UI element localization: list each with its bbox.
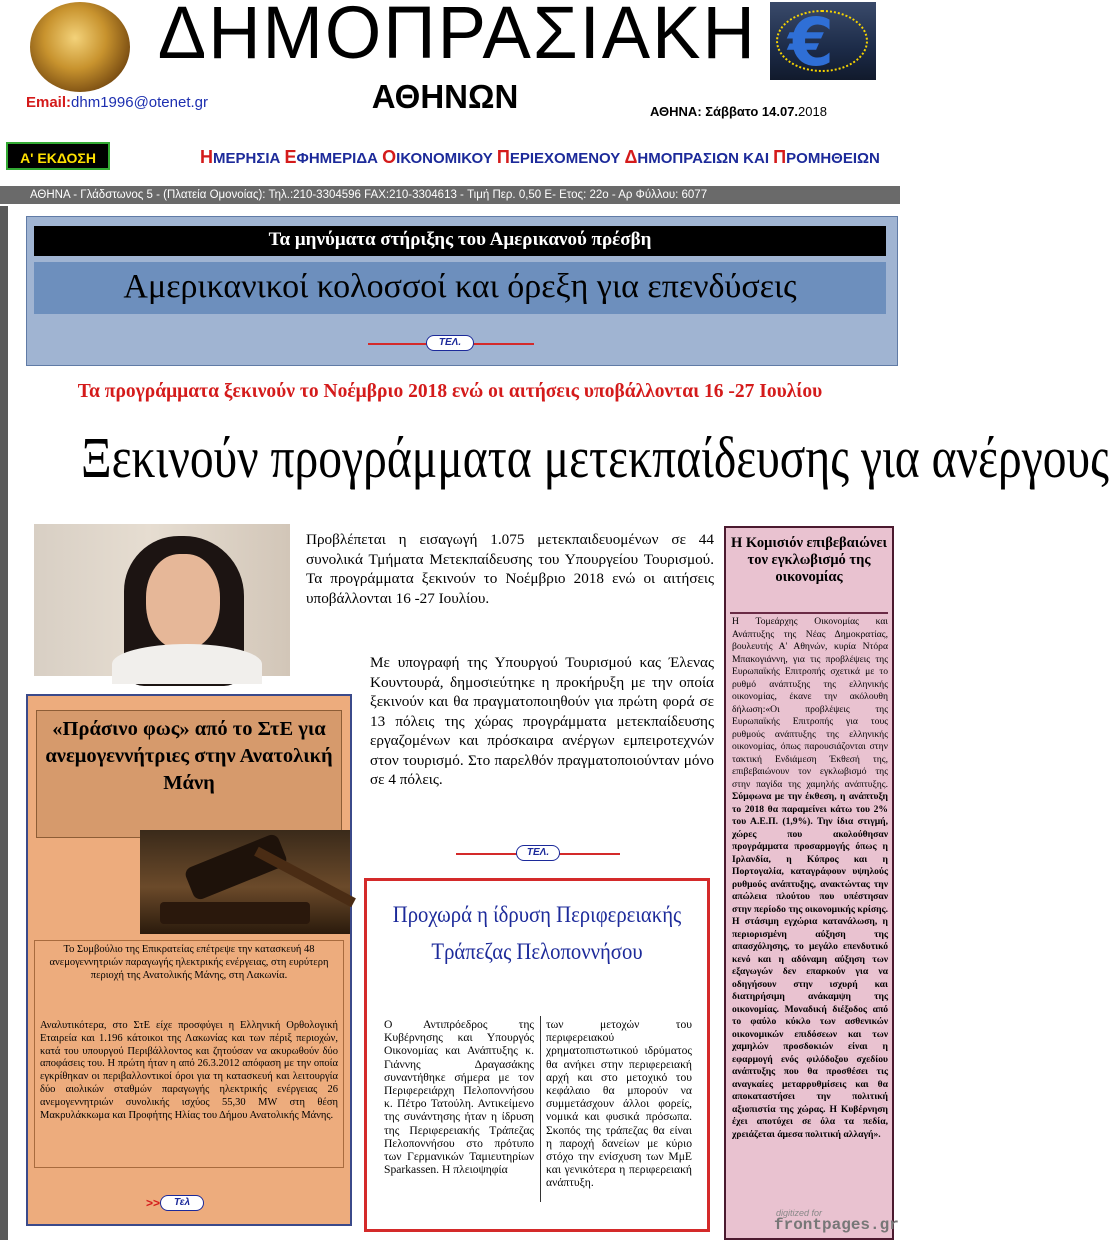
digitized-label: digitized for (776, 1208, 823, 1218)
gavel-block (160, 902, 310, 924)
slogan-word: ΙΚΟΝΟΜΙΚΟΥ (396, 150, 497, 167)
slogan-cap: Π (496, 147, 510, 167)
euro-icon: € (788, 4, 834, 81)
main-end-tag[interactable]: ΤΕΛ. (516, 845, 560, 861)
column-divider (540, 1016, 541, 1202)
slogan (200, 147, 880, 168)
photo-face (146, 554, 220, 650)
main-body: Με υπογραφή της Υπουργού Τουρισμού κας Έλενας Κουντουρά, δημοσιεύτηκε η προκήρυξη με την οποία ξεκινούν και θα πραγματοποιηθούν για πρώτη φορά σε 13 πόλεις της χώρας προγράμματα μετεκπαίδευσης εργαζομένων και πρόσκαιρα ανέργων εμπειροτεχνών στον τουρισμό. Στο παρελθόν πραγματοποιούνταν μόνο σε 4 πόλεις. (370, 654, 714, 788)
slogan-word: ΜΕΡΗΣΙΑ (213, 150, 285, 167)
wind-paragraph-1: Το Συμβούλιο της Επικρατείας επέτρεψε την κατασκευή 48 ανεμογεννητριών παραγωγής ηλεκτρικής ενέργειας, στη ευρύτερη περιοχή της Ανατολικής Μάνης, στη Λακωνία. (49, 944, 329, 981)
commission-paragraph-3: Μοναδική διέξοδος από το φαύλο κύκλο των ασθενικών οικονομικών επιδόσεων και των χαμηλών προσδοκιών είναι η εφαρμογή ενός φιλόδοξου σχεδίου ανάπτυξης που θα προσθέσει τις αναγκαίες μεταρρυθμίσεις και θα αποκαταστήσει την πολιτική αξιοπιστία της χώρας. Η Κυβέρνηση έχει αποτύχει σε όλα τα πεδία, χρειάζεται άμεσα πολιτική αλλαγή». (732, 1003, 888, 1140)
slogan-word: ΕΡΙΕΧΟΜΕΝΟΥ (509, 150, 625, 167)
slogan-word: ΡΟΜΗΘΕΙΩΝ (786, 150, 880, 167)
arrow-icon: >> (146, 1196, 161, 1210)
wind-title[interactable]: «Πράσινο φως» από το ΣτΕ για ανεμογεννήτριες στην Ανατολική Μάνη (45, 718, 333, 794)
commission-title[interactable]: Η Κομισιόν επιβεβαιώνει τον εγκλωβισμό της οικονομίας (730, 535, 888, 585)
minister-photo (34, 524, 290, 676)
photo-shoulders (112, 644, 262, 684)
dateline (650, 104, 827, 119)
date-text: ΑΘΗΝΑ: Σάββατο 14.07. (650, 104, 799, 119)
slogan-cap: Η (200, 147, 213, 167)
slogan-cap: Π (773, 147, 787, 167)
commission-text (732, 616, 888, 1141)
gavel-handle (254, 847, 356, 907)
source-watermark: frontpages.gr (774, 1216, 899, 1234)
masthead-subtitle: ΑΘΗΝΩΝ (371, 78, 519, 115)
bank-column-2: των μετοχών του περιφερειακού χρηματοπιστωτικού ιδρύματος θα ανήκει στην περιφερειακή αρχή και στο μετοχικό του κεφάλαιο θα μπορούν να συμμετάσχουν άλλοι φορείς, νομικά και φυσικά πρόσωπα. Σκοπός της τράπεζας θα είναι η παροχή δανείων με κύριο στόχο την ενίσχυση των ΜμΕ και γενικότερα η περιφερειακή ανάπτυξη. (546, 1018, 692, 1190)
lead-end-tag[interactable]: ΤΕΛ. (426, 335, 474, 351)
date-year: 2018 (798, 104, 827, 119)
gavel-head (183, 833, 288, 902)
coins-logo (30, 2, 130, 92)
lead-kicker: Τα μηνύματα στήριξης του Αμερικανού πρέσβη (34, 226, 886, 256)
slogan-word: ΦΗΜΕΡΙΔΑ (296, 150, 383, 167)
slogan-cap: Ο (382, 147, 397, 167)
masthead-title: ΔΗΜΟΠΡΑΣΙΑΚΗ (157, 0, 757, 74)
gavel-image (140, 830, 350, 934)
slogan-cap: Ε (284, 147, 297, 167)
left-border-rule (0, 206, 8, 1240)
commission-paragraph-2: Σύμφωνα με την έκθεση, η ανάπτυξη το 2018 θα παραμείνει κάτω του 2% του Α.Ε.Π. (1,9%). Την ίδια στιγμή, χώρες που ακολούθησαν προγράμματα προσαρμογής όπως η Ιρλανδία, η Κύπρος και η Πορτογαλία, καταγράφουν υψηλούς ρυθμούς ανάπτυξης, ανακτώντας την απώλεια πλούτου που υπέστησαν στην περίοδο της οικονομικής κρίσης. Η στάσιμη εγχώρια κατανάλωση, η περιορισμένη αύξηση της απασχόλησης, το μεγάλο επενδυτικό κενό και η αδύναμη αύξηση των εξαγωγών δεν επαρκούν για να οδηγήσουν στην ισχυρή και διατηρήσιμη ανάκαμψη της οικονομίας. (732, 791, 888, 1015)
email-label: Email: (26, 94, 72, 111)
euro-sign-image (770, 2, 876, 80)
main-headline[interactable]: Ξεκινούν προγράμματα μετεκπαίδευσης για ανέργους (81, 425, 1109, 490)
commission-title-rule (730, 612, 888, 614)
lead-title[interactable]: Αμερικανικοί κολοσσοί και όρεξη για επενδύσεις (123, 268, 797, 305)
bank-title[interactable]: Προχωρά η ίδρυση Περιφερειακής Τράπεζας Πελοποννήσου (392, 902, 682, 964)
slogan-cap: Δ (624, 147, 638, 167)
info-bar: ΑΘΗΝΑ - Γλάδστωνος 5 - (Πλατεία Ομονοίας): Τηλ.:210-3304596 FAX:210-3304613 - Τιμή Περ. 0,50 Ε- Ετος: 22ο - Αρ Φύλλου: 6077 (0, 186, 900, 204)
wind-end-tag[interactable]: Τελ (160, 1195, 204, 1211)
main-kicker: Τα προγράμματα ξεκινούν το Νοέμβριο 2018 ενώ οι αιτήσεις υποβάλλονται 16 -27 Ιουλίου (77, 381, 823, 402)
email-line (26, 94, 208, 111)
email-link[interactable]: dhm1996@otenet.gr (71, 94, 209, 111)
main-intro: Προβλέπεται η εισαγωγή 1.075 μετεκπαιδευομένων σε 44 συνολικά Τμήματα Μετεκπαίδευσης του Υπουργείου Τουρισμού. Τα προγράμματα ξεκινούν το Νοέμβριο 2018 ενώ οι αιτήσεις υποβάλλονται 16 -27 Ιουλίου. (306, 531, 714, 607)
edition-badge: Α' ΕΚΔΟΣΗ (6, 142, 110, 170)
commission-paragraph-1: Η Τομεάρχης Οικονομίας και Ανάπτυξης της Νέας Δημοκρατίας, βουλευτής Α' Αθηνών, κυρία Ντόρα Μπακογιάννη, για τις προβλέψεις της Ευρωπαϊκής Επιτροπής σχετικά με το ρυθμό ανάπτυξης της ελληνικής οικονομίας, έκανε την ακόλουθη δήλωση:«Οι προβλέψεις της Ευρωπαϊκής Επιτροπής για τους ρυθμούς ανάπτυξης της ελληνικής οικονομίας, όπως παρουσιάζονται στην τακτική Ενδιάμεση Έκθεσή της, επιβεβαιώνουν τον εγκλωβισμό της στην παγίδα της χαμηλής ανάπτυξης. (732, 616, 888, 790)
wind-paragraph-2: Αναλυτικότερα, στο ΣτΕ είχε προσφύγει η Ελληνική Ορθολογική Εταιρεία και 1.196 κάτοικοι της Λακωνίας και των πέριξ περιοχών, κατά του υπουργού Περιβάλλοντος και ζητούσαν να ακυρωθούν δύο αποφάσεις του. Η πρώτη ήταν η από 26.3.2012 απόφαση με την οποία εγκρίθηκαν οι περιβαλλοντικοί όροι για τη κατασκευή και λειτουργία δύο αιολικών σταθμών παραγωγής ηλεκτρικής ενέργειας 26 ανεμογεννητριών συνολικής ισχύος 55,30 MW στη θέση Μακρυλάκκωμα και Προφήτης Ηλίας του Δήμου Ανατολικής Μάνης. (40, 1020, 338, 1121)
bank-column-1: Ο Αντιπρόεδρος της Κυβέρνησης και Υπουργός Οικονομίας και Ανάπτυξης κ. Γιάννης Δραγασάκης συναντήθηκε σήμερα με τον Περιφερειάρχη Πελοποννήσου κ. Πέτρο Τατούλη. Αντικείμενο της συνάντησης ήταν η ίδρυση της Περιφερειακής Τράπεζας Πελοποννήσου στο πρότυπο των Γερμανικών Ταμιευτηρίων Sparkassen. Η πλειοψηφία (384, 1018, 534, 1177)
slogan-word: ΗΜΟΠΡΑΣΙΩΝ ΚΑΙ (637, 150, 774, 167)
